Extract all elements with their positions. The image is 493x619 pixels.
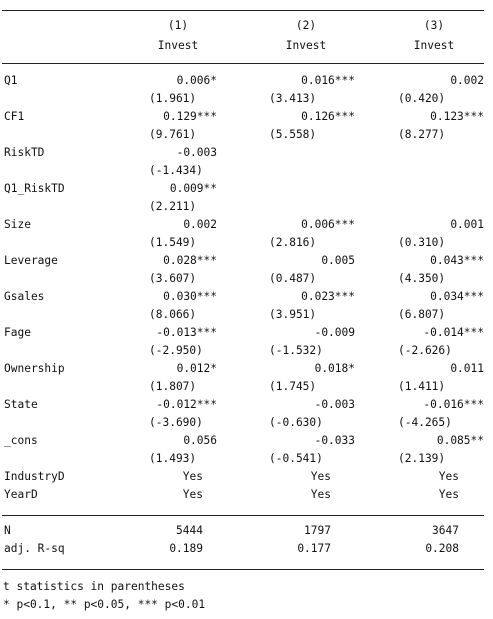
row-label: Ownership <box>4 362 65 375</box>
coefficient-cell: 0.011 <box>450 362 484 375</box>
fixed-effect-cell: Yes <box>182 488 203 501</box>
fixed-effect-cell: Yes <box>310 488 331 501</box>
coefficient-cell: 0.001 <box>450 218 484 231</box>
tstat-cell: (1.745) <box>269 380 317 393</box>
tstat-cell: (3.607) <box>149 272 197 285</box>
coefficient-cell: 0.016*** <box>301 74 355 87</box>
tstat-cell: (-2.950) <box>149 344 203 357</box>
tstat-cell: (2.211) <box>149 200 197 213</box>
column-number: (2) <box>295 19 317 32</box>
tstat-cell: (2.816) <box>269 236 317 249</box>
coefficient-cell: 0.085** <box>436 434 484 447</box>
note-significance: * p<0.1, ** p<0.05, *** p<0.01 <box>3 598 206 611</box>
coefficient-cell: 0.002 <box>183 218 217 231</box>
stat-label: N <box>4 524 11 537</box>
tstat-cell: (1.493) <box>149 452 197 465</box>
coefficient-cell: -0.003 <box>314 398 355 411</box>
row-label: _cons <box>4 434 38 447</box>
column-number: (1) <box>167 19 189 32</box>
column-dependent-variable: Invest <box>413 39 455 52</box>
footer-rule <box>2 569 484 570</box>
column-dependent-variable: Invest <box>157 39 199 52</box>
row-label: Fage <box>4 326 31 339</box>
row-label: Q1 <box>4 74 18 87</box>
coefficient-cell: 0.006*** <box>301 218 355 231</box>
row-label: State <box>4 398 38 411</box>
table-notes <box>3 578 205 614</box>
coefficient-cell: 0.129*** <box>163 110 217 123</box>
tstat-cell: (1.961) <box>149 92 197 105</box>
tstat-cell: (5.558) <box>269 128 317 141</box>
coefficient-cell: 0.005 <box>321 254 355 267</box>
coefficient-cell: 0.023*** <box>301 290 355 303</box>
tstat-cell: (8.066) <box>149 308 197 321</box>
tstat-cell: (0.420) <box>398 92 446 105</box>
tstat-cell: (1.411) <box>398 380 446 393</box>
row-label: Q1_RiskTD <box>4 182 65 195</box>
coefficient-cell: -0.013*** <box>156 326 217 339</box>
row-label: Gsales <box>4 290 45 303</box>
tstat-cell: (3.951) <box>269 308 317 321</box>
coefficient-cell: 0.006* <box>176 74 217 87</box>
table-top-rule <box>2 10 484 11</box>
row-label: Leverage <box>4 254 58 267</box>
coefficient-cell: -0.033 <box>314 434 355 447</box>
coefficient-cell: 0.123*** <box>430 110 484 123</box>
column-dependent-variable: Invest <box>285 39 327 52</box>
stat-cell: 3647 <box>432 524 459 537</box>
coefficient-cell: -0.009 <box>314 326 355 339</box>
row-label: Size <box>4 218 31 231</box>
coefficient-cell: -0.003 <box>176 146 217 159</box>
row-label: RiskTD <box>4 146 45 159</box>
coefficient-cell: -0.012*** <box>156 398 217 411</box>
tstat-cell: (-4.265) <box>398 416 452 429</box>
coefficient-cell: 0.028*** <box>163 254 217 267</box>
coefficient-cell: 0.126*** <box>301 110 355 123</box>
fixed-effect-label: IndustryD <box>4 470 65 483</box>
tstat-cell: (2.139) <box>398 452 446 465</box>
header-rule <box>2 63 484 64</box>
tstat-cell: (9.761) <box>149 128 197 141</box>
tstat-cell: (-1.532) <box>269 344 323 357</box>
body-rule <box>2 515 484 516</box>
tstat-cell: (-2.626) <box>398 344 452 357</box>
coefficient-cell: 0.056 <box>183 434 217 447</box>
coefficient-cell: 0.009** <box>169 182 217 195</box>
stat-cell: 1797 <box>304 524 331 537</box>
stat-cell: 0.177 <box>297 542 331 555</box>
coefficient-cell: 0.002 <box>450 74 484 87</box>
row-label: CF1 <box>4 110 25 123</box>
coefficient-cell: -0.014*** <box>423 326 484 339</box>
tstat-cell: (-1.434) <box>149 164 203 177</box>
coefficient-cell: 0.043*** <box>430 254 484 267</box>
coefficient-cell: 0.012* <box>176 362 217 375</box>
tstat-cell: (0.310) <box>398 236 446 249</box>
tstat-cell: (0.487) <box>269 272 317 285</box>
fixed-effect-label: YearD <box>4 488 38 501</box>
stat-label: adj. R-sq <box>4 542 65 555</box>
tstat-cell: (1.549) <box>149 236 197 249</box>
fixed-effect-cell: Yes <box>182 470 203 483</box>
tstat-cell: (-0.541) <box>269 452 323 465</box>
stat-cell: 5444 <box>176 524 203 537</box>
tstat-cell: (1.807) <box>149 380 197 393</box>
fixed-effect-cell: Yes <box>310 470 331 483</box>
tstat-cell: (8.277) <box>398 128 446 141</box>
fixed-effect-cell: Yes <box>438 470 459 483</box>
coefficient-cell: 0.034*** <box>430 290 484 303</box>
stat-cell: 0.208 <box>425 542 459 555</box>
tstat-cell: (6.807) <box>398 308 446 321</box>
fixed-effect-cell: Yes <box>438 488 459 501</box>
coefficient-cell: -0.016*** <box>423 398 484 411</box>
coefficient-cell: 0.018* <box>314 362 355 375</box>
tstat-cell: (3.413) <box>269 92 317 105</box>
tstat-cell: (-3.690) <box>149 416 203 429</box>
note-tstat: t statistics in parentheses <box>3 580 185 593</box>
coefficient-cell: 0.030*** <box>163 290 217 303</box>
stat-cell: 0.189 <box>169 542 203 555</box>
tstat-cell: (4.350) <box>398 272 446 285</box>
tstat-cell: (-0.630) <box>269 416 323 429</box>
column-number: (3) <box>423 19 445 32</box>
